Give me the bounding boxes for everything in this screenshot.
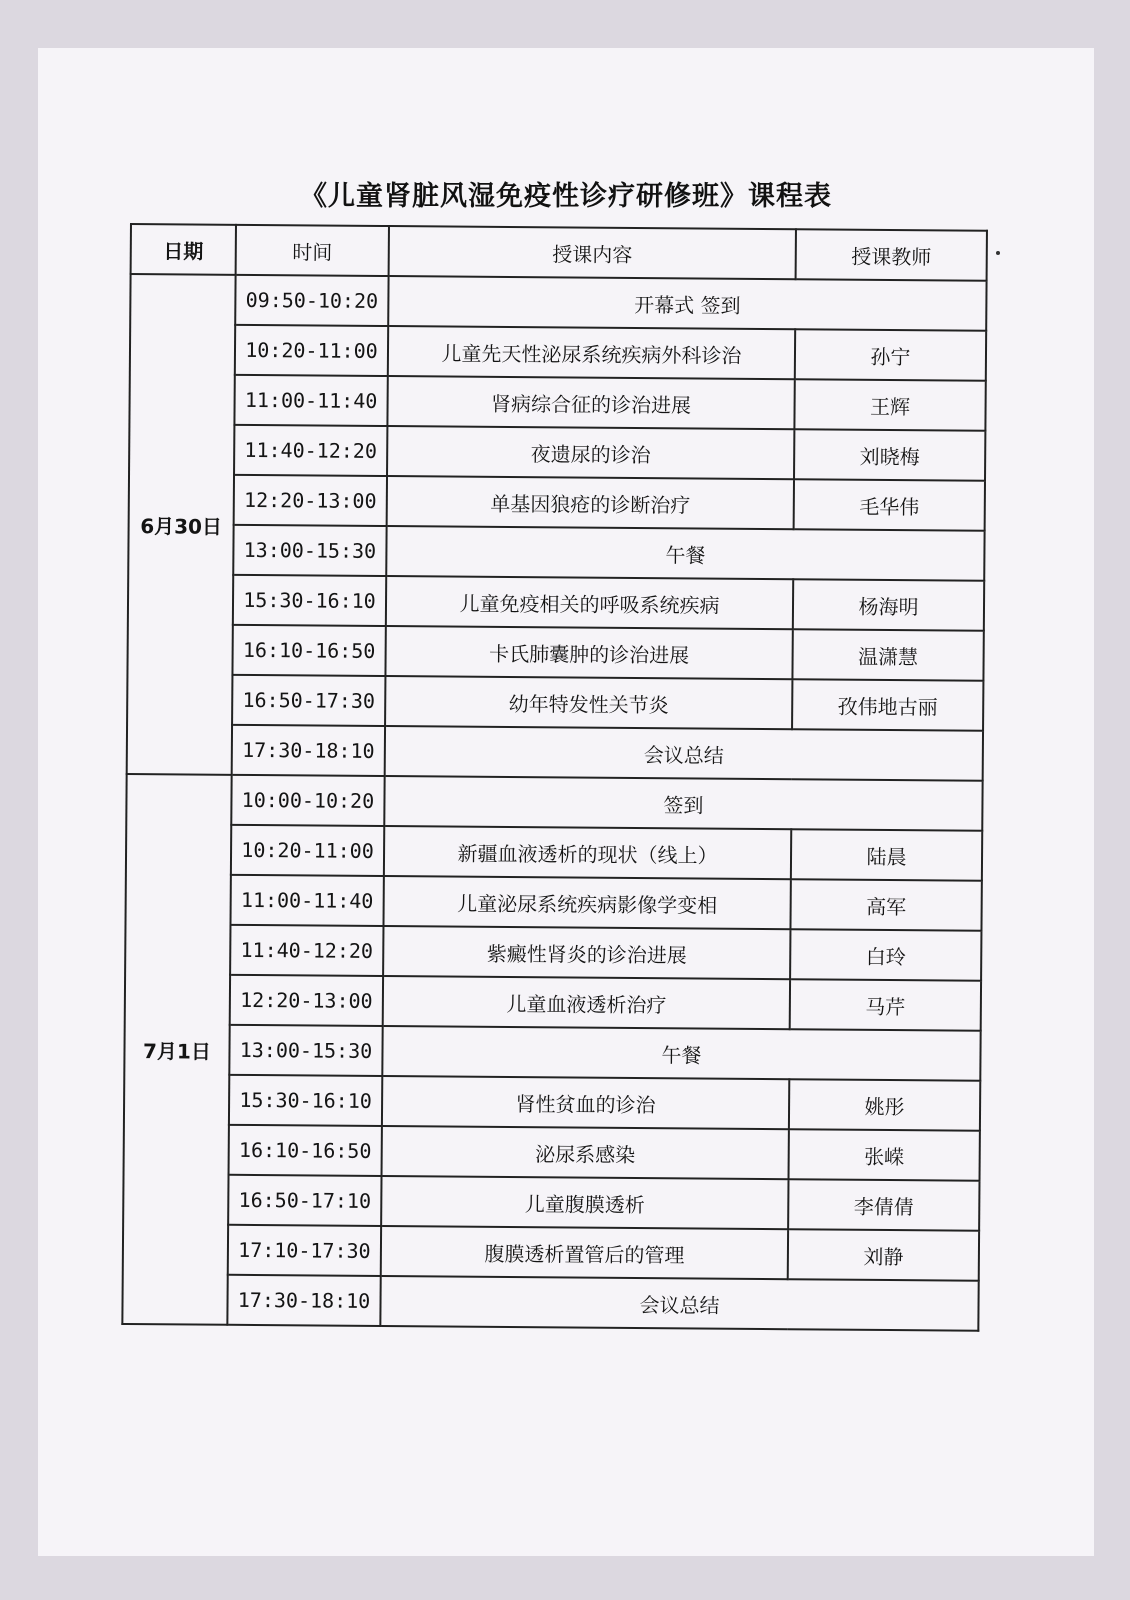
- table-row: [125, 974, 981, 1031]
- table-row: [124, 1074, 980, 1131]
- content-cell: 午餐: [382, 1026, 980, 1081]
- time-cell: 16:50-17:10: [228, 1175, 381, 1226]
- table-row: [123, 1174, 979, 1231]
- table-row: [125, 924, 981, 981]
- teacher-cell: 王辉: [794, 379, 985, 430]
- content-cell: 儿童血液透析治疗: [383, 976, 790, 1029]
- table-row: [128, 574, 984, 631]
- time-cell: 10:20-11:00: [235, 325, 388, 376]
- time-cell: 13:00-15:30: [229, 1025, 382, 1076]
- teacher-cell: 姚彤: [789, 1079, 980, 1130]
- time-cell: 15:30-16:10: [233, 575, 386, 626]
- table-row: [127, 624, 983, 681]
- time-cell: 11:40-12:20: [234, 425, 387, 476]
- teacher-cell: 陆晨: [791, 829, 982, 880]
- schedule-table: [121, 223, 988, 1332]
- teacher-cell: 毛华伟: [794, 479, 985, 530]
- table-row: [123, 1224, 979, 1281]
- time-cell: 12:20-13:00: [230, 975, 383, 1026]
- content-cell: 幼年特发性关节炎: [385, 676, 792, 729]
- table-row: [129, 474, 985, 531]
- teacher-cell: 张嵘: [789, 1129, 980, 1180]
- time-cell: 12:20-13:00: [234, 475, 387, 526]
- time-cell: 17:30-18:10: [232, 725, 385, 776]
- time-cell: 17:10-17:30: [228, 1225, 381, 1276]
- table-row: [128, 524, 984, 581]
- content-cell: 腹膜透析置管后的管理: [381, 1226, 788, 1279]
- content-cell: 单基因狼疮的诊断治疗: [387, 476, 794, 529]
- time-cell: 15:30-16:10: [229, 1075, 382, 1126]
- time-cell: 10:20-11:00: [231, 825, 384, 876]
- content-cell: 泌尿系感染: [382, 1126, 789, 1179]
- content-cell: 新疆血液透析的现状（线上）: [384, 826, 791, 879]
- table-row: [127, 674, 983, 731]
- teacher-cell: 孜伟地古丽: [792, 679, 983, 730]
- table-row: [129, 374, 985, 431]
- content-cell: 午餐: [386, 526, 984, 581]
- table-row: [130, 324, 986, 381]
- content-cell: 儿童先天性泌尿系统疾病外科诊治: [388, 326, 795, 379]
- content-cell: 开幕式 签到: [388, 276, 986, 331]
- teacher-cell: 马芹: [790, 979, 981, 1030]
- date-cell: 7月1日: [122, 774, 231, 1325]
- table-row: [130, 274, 986, 331]
- teacher-cell: 杨海明: [793, 579, 984, 630]
- content-cell: 卡氏肺囊肿的诊治进展: [385, 626, 792, 679]
- content-cell: 夜遗尿的诊治: [387, 426, 794, 479]
- content-cell: 会议总结: [385, 726, 983, 781]
- teacher-cell: 刘晓梅: [794, 429, 985, 480]
- time-cell: 16:10-16:50: [232, 625, 385, 676]
- time-cell: 16:10-16:50: [229, 1125, 382, 1176]
- scan-speck: [996, 251, 1000, 255]
- page-title: 《儿童肾脏风湿免疫性诊疗研修班》课程表: [300, 181, 832, 212]
- time-cell: 09:50-10:20: [235, 275, 388, 326]
- header-content: 授课内容: [389, 226, 796, 279]
- time-cell: 11:40-12:20: [230, 925, 383, 976]
- time-cell: 16:50-17:30: [232, 675, 385, 726]
- content-cell: 儿童泌尿系统疾病影像学变相: [383, 876, 790, 929]
- table-row: [127, 724, 983, 781]
- table-row: [124, 1124, 980, 1181]
- header-time: 时间: [236, 225, 389, 276]
- header-teacher: 授课教师: [796, 229, 987, 280]
- time-cell: 13:00-15:30: [233, 525, 386, 576]
- teacher-cell: 孙宁: [795, 329, 986, 380]
- schedule-body: [122, 274, 986, 1331]
- time-cell: 10:00-10:20: [231, 775, 384, 826]
- table-row: [122, 1274, 978, 1331]
- time-cell: 11:00-11:40: [230, 875, 383, 926]
- table-row: [125, 874, 981, 931]
- time-cell: 17:30-18:10: [227, 1275, 380, 1326]
- teacher-cell: 白玲: [790, 929, 981, 980]
- teacher-cell: 温潇慧: [792, 629, 983, 680]
- content-cell: 紫癜性肾炎的诊治进展: [383, 926, 790, 979]
- teacher-cell: 刘静: [788, 1229, 979, 1280]
- content-cell: 会议总结: [380, 1276, 978, 1331]
- table-row: [124, 1024, 980, 1081]
- teacher-cell: 高军: [790, 879, 981, 930]
- paper-sheet: [38, 48, 1094, 1556]
- time-cell: 11:00-11:40: [234, 375, 387, 426]
- header-row: [131, 224, 987, 281]
- content-cell: 肾病综合征的诊治进展: [387, 376, 794, 429]
- content-cell: 签到: [384, 776, 982, 831]
- content-cell: 儿童免疫相关的呼吸系统疾病: [386, 576, 793, 629]
- content-cell: 肾性贫血的诊治: [382, 1076, 789, 1129]
- table-row: [126, 824, 982, 881]
- date-cell: 6月30日: [127, 274, 236, 775]
- table-row: [126, 774, 982, 831]
- content-cell: 儿童腹膜透析: [381, 1176, 788, 1229]
- table-row: [129, 424, 985, 481]
- teacher-cell: 李倩倩: [788, 1179, 979, 1230]
- header-date: 日期: [131, 224, 236, 275]
